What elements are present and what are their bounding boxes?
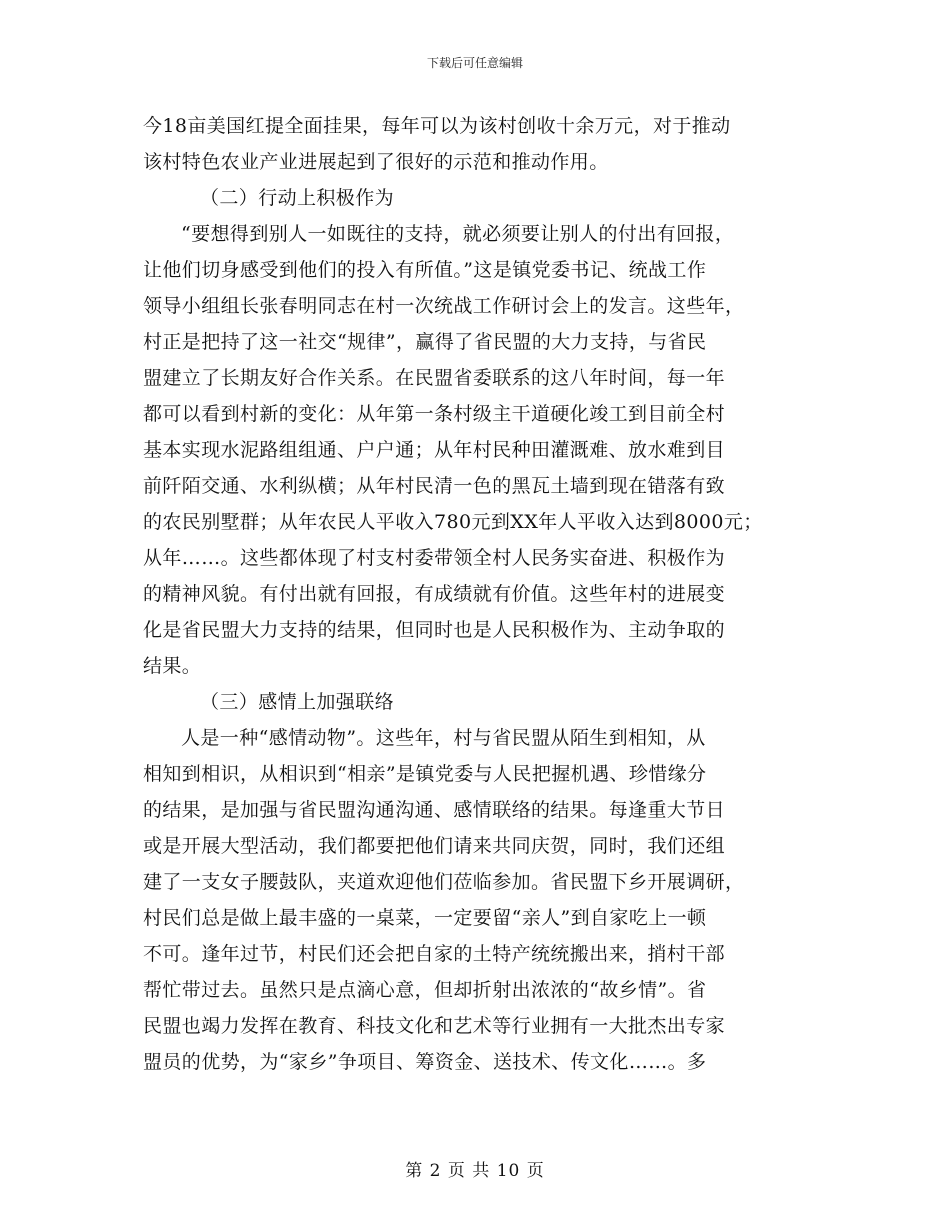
text-line: 盟建立了长期友好合作关系。在民盟省委联系的这八年时间，每一年 (143, 367, 726, 389)
page-header: 下载后可任意编辑 (426, 56, 523, 70)
text-line: 村民们总是做上最丰盛的一桌菜，一定要留“亲人”到自家吃上一顿 (143, 907, 707, 929)
text-line: 村正是把持了这一社交“规律”，赢得了省民盟的大力支持，与省民 (143, 331, 707, 353)
text-line: 相知到相识，从相识到“相亲”是镇党委与人民把握机遇、珍惜缘分 (143, 763, 707, 785)
text-line: 的结果，是加强与省民盟沟通沟通、感情联络的结果。每逢重大节日 (143, 799, 726, 821)
text-line: 基本实现水泥路组组通、户户通；从年村民种田灌溉难、放水难到目 (143, 439, 726, 461)
text-line: 的精神风貌。有付出就有回报，有成绩就有价值。这些年村的进展变 (143, 583, 726, 605)
text-line: 民盟也竭力发挥在教育、科技文化和艺术等行业拥有一大批杰出专家 (143, 1015, 726, 1037)
text-line: 的农民别墅群；从年农民人平收入780元到XX年人平收入达到8000元； (143, 511, 763, 533)
text-line: 结果。 (143, 655, 202, 677)
text-line: 都可以看到村新的变化：从年第一条村级主干道硬化竣工到目前全村 (143, 403, 726, 425)
text-line: 不可。逢年过节，村民们还会把自家的土特产统统搬出来，捎村干部 (143, 943, 726, 965)
text-line: 人是一种“感情动物”。这些年，村与省民盟从陌生到相知，从 (181, 727, 706, 749)
section-heading: （三）感情上加强联络 (200, 691, 395, 713)
text-line: 今18亩美国红提全面挂果，每年可以为该村创收十余万元，对于推动 (143, 115, 731, 137)
section-heading: （二）行动上积极作为 (200, 187, 395, 209)
text-line: 前阡陌交通、水利纵横；从年村民清一色的黑瓦土墙到现在错落有致 (143, 475, 726, 497)
text-line: 或是开展大型活动，我们都要把他们请来共同庆贺，同时，我们还组 (143, 835, 726, 857)
text-line: 让他们切身感受到他们的投入有所值。”这是镇党委书记、统战工作 (143, 259, 707, 281)
text-line: 建了一支女子腰鼓队，夹道欢迎他们莅临参加。省民盟下乡开展调研， (143, 871, 745, 893)
text-line: 化是省民盟大力支持的结果，但同时也是人民积极作为、主动争取的 (143, 619, 726, 641)
text-line: 盟员的优势，为“家乡”争项目、筹资金、送技术、传文化……。多 (143, 1051, 707, 1073)
text-line: 该村特色农业产业进展起到了很好的示范和推动作用。 (143, 151, 609, 173)
page-number: 第 2 页 共 10 页 (405, 1161, 545, 1181)
text-line: 帮忙带过去。虽然只是点滴心意，但却折射出浓浓的“故乡情”。省 (143, 979, 707, 1001)
text-line: 领导小组组长张春明同志在村一次统战工作研讨会上的发言。这些年， (143, 295, 745, 317)
text-line: “要想得到别人一如既往的支持，就必须要让别人的付出有回报， (181, 223, 735, 245)
body-text (143, 108, 823, 1080)
text-line: 从年……。这些都体现了村支村委带领全村人民务实奋进、积极作为 (143, 547, 726, 569)
